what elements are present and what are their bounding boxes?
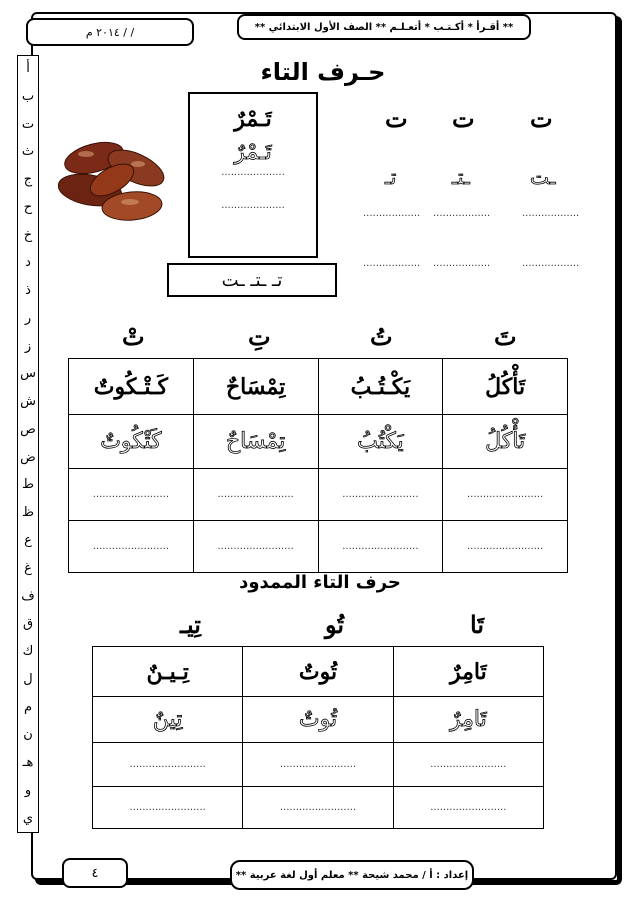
long-vowel-alif: تَا (470, 610, 484, 639)
alphabet-letter: أ (26, 61, 30, 76)
table-cell: تُوتٌ (243, 647, 393, 697)
alphabet-letter: ض (20, 449, 36, 465)
word-box-tamr (188, 92, 318, 258)
alphabet-letter: ر (24, 310, 32, 326)
word-tamr-trace: تَـمْرٌ (234, 140, 272, 165)
alphabet-letter: ظ (21, 505, 35, 521)
letter-form-2: ت (452, 104, 475, 133)
write-line[interactable]: .................. (522, 258, 580, 269)
table-row (69, 415, 568, 469)
alphabet-letter: ز (24, 338, 32, 354)
long-vowel-waw: تُو (325, 610, 345, 639)
table-cell: تُوتٌ (243, 697, 393, 743)
alphabet-letter: ث (21, 144, 35, 160)
table-cell: تِينٌ (93, 697, 243, 743)
alphabet-letter: ب (21, 88, 35, 104)
author-credit: إعداد : أ / محمد شيحة ** معلم أول لغة عربية ** (230, 860, 474, 890)
write-cell[interactable]: ........................ (193, 469, 318, 521)
alphabet-letter: ن (23, 727, 33, 743)
table-cell: كَتْكُوتٌ (69, 415, 194, 469)
write-cell[interactable]: ........................ (318, 469, 443, 521)
table-row (93, 647, 544, 697)
table-cell: تِمْسَاحٌ (193, 359, 318, 415)
write-cell[interactable]: ........................ (443, 469, 568, 521)
dates-fruit-image (52, 128, 174, 228)
write-cell[interactable]: ........................ (69, 469, 194, 521)
header-banner: ** أقـرأ * أكـتـب * أتعـلـم ** الصف الأول الابتدائي ** (237, 14, 531, 40)
vowel-fatha: تَ (494, 322, 517, 351)
write-cell[interactable]: ........................ (243, 787, 393, 829)
alphabet-letter: د (25, 255, 31, 271)
page-number: ٤ (62, 858, 128, 888)
letter-trace-1: ـت (530, 165, 556, 189)
alphabet-letter: ذ (25, 283, 31, 299)
table-row (69, 469, 568, 521)
letter-form-1: ت (530, 104, 553, 133)
section-title-taa: حـرف التاء (260, 58, 386, 86)
table-cell: يَكْـتُـبُ (318, 359, 443, 415)
alphabet-letter: خ (23, 227, 33, 243)
vowel-damma: تُ (370, 322, 393, 351)
alphabet-letter: ح (23, 199, 33, 215)
letter-trace-3: تـ (385, 165, 397, 189)
alphabet-letter: ش (20, 394, 36, 410)
write-line[interactable]: .................. (433, 208, 491, 219)
letter-trace-2: ـتـ (452, 165, 470, 189)
write-cell[interactable]: ........................ (243, 743, 393, 787)
alphabet-letter: م (23, 699, 33, 715)
table-cell: تَأْكُلُ (443, 359, 568, 415)
alphabet-letter: س (20, 366, 36, 382)
table-cell: يَكْتُبُ (318, 415, 443, 469)
alphabet-letter: ص (20, 421, 36, 437)
alphabet-letter: ط (21, 477, 35, 493)
write-cell[interactable]: ........................ (393, 743, 543, 787)
write-line[interactable]: .................. (363, 208, 421, 219)
alphabet-column (17, 55, 39, 833)
write-cell[interactable]: ........................ (93, 787, 243, 829)
alphabet-letter: ف (21, 588, 35, 604)
alphabet-letter: هـ (22, 755, 34, 771)
letter-positions-box (167, 263, 337, 297)
word-tamr: تَـمْرٌ (234, 106, 272, 132)
alphabet-letter: غ (24, 560, 32, 576)
write-cell[interactable]: ........................ (393, 787, 543, 829)
alphabet-letter: و (24, 782, 32, 798)
words-table-taa (68, 358, 568, 573)
table-cell: تِـيـنٌ (93, 647, 243, 697)
write-cell[interactable]: ........................ (93, 743, 243, 787)
table-cell: تَامِرٌ (393, 697, 543, 743)
alphabet-letter: ك (22, 644, 34, 660)
letter-form-3: ت (385, 104, 408, 133)
alphabet-letter: ق (22, 616, 34, 632)
write-line[interactable]: .................... (221, 167, 285, 178)
write-line[interactable]: .................. (363, 258, 421, 269)
table-cell: تَامِرٌ (393, 647, 543, 697)
write-line[interactable]: .................... (221, 200, 285, 211)
table-cell: تَأْكُلُ (443, 415, 568, 469)
vowel-sukun: تْ (122, 322, 145, 351)
alphabet-letter: ع (24, 533, 32, 549)
table-row (93, 743, 544, 787)
alphabet-letter: ت (21, 116, 35, 132)
alphabet-letter: ي (22, 810, 34, 826)
table-cell: تِمْسَاحٌ (193, 415, 318, 469)
letter-positions: تـ ـتـ ـت (221, 269, 283, 291)
table-row (69, 359, 568, 415)
write-line[interactable]: .................. (433, 258, 491, 269)
table-row (69, 521, 568, 573)
table-cell: كَـتْـكُوتٌ (69, 359, 194, 415)
vowel-kasra: تِ (248, 322, 271, 351)
write-cell[interactable]: ........................ (69, 521, 194, 573)
write-cell[interactable]: ........................ (318, 521, 443, 573)
long-vowel-ya: تِيـ (180, 610, 201, 639)
date-field: / / ٢٠١٤ م (26, 18, 194, 46)
section-title-long-taa: حرف التاء الممدود (239, 572, 401, 593)
table-row (93, 787, 544, 829)
words-table-long-taa (92, 646, 544, 829)
write-cell[interactable]: ........................ (443, 521, 568, 573)
alphabet-letter: ج (23, 172, 33, 188)
alphabet-letter: ل (23, 671, 33, 687)
table-row (93, 697, 544, 743)
write-cell[interactable]: ........................ (193, 521, 318, 573)
write-line[interactable]: .................. (522, 208, 580, 219)
